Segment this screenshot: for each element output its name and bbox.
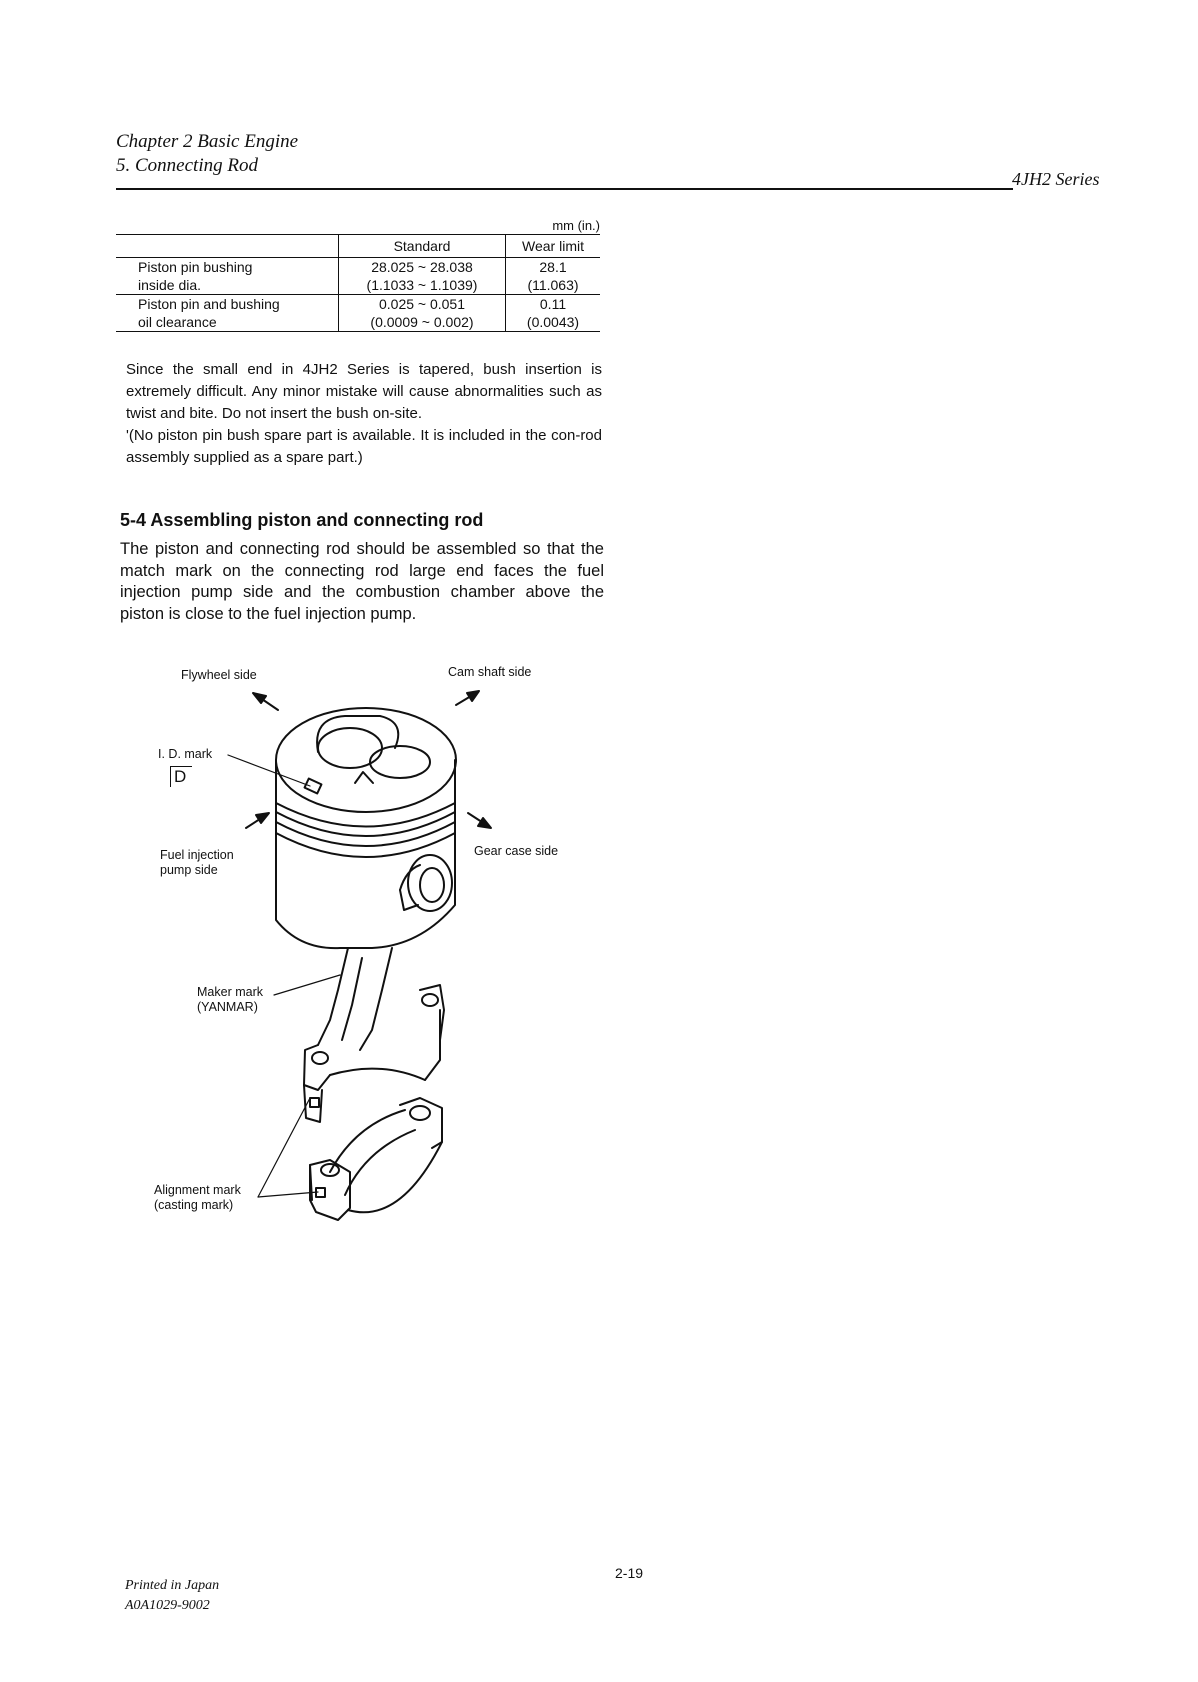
table-cell-standard: 0.025 ~ 0.051 (339, 295, 506, 314)
table-unit: mm (in.) (552, 218, 600, 233)
section-body: The piston and connecting rod should be assembled so that the match mark on the connecting rod large end faces the fuel injection pump side and the combustion chamber above the piston is close to the fuel injection pump. (120, 540, 604, 623)
section-subtitle: 5. Connecting Rod (116, 155, 258, 176)
connecting-rod-shape (304, 948, 444, 1122)
table-cell-standard: (0.0009 ~ 0.002) (339, 313, 506, 332)
id-mark-label: I. D. mark (158, 747, 213, 761)
table-cell-limit: 0.11 (539, 296, 567, 312)
alignment-mark-label-line: Alignment mark (154, 1183, 241, 1197)
table-cell-standard: 28.025 ~ 28.038 (339, 258, 506, 277)
cam-shaft-side-label: Cam shaft side (448, 665, 532, 679)
footer-code: A0A1029-9002 (125, 1598, 210, 1613)
id-mark-symbol: D (170, 766, 192, 787)
flywheel-side-label: Flywheel side (181, 668, 257, 682)
table-cell-item: Piston pin and bushing (116, 295, 339, 314)
maker-mark-label-line: (YANMAR) (197, 1000, 258, 1014)
page-number: 2-19 (615, 1565, 644, 1581)
gear-case-side-label: Gear case side (474, 844, 559, 858)
alignment-mark-label-line: (casting mark) (154, 1198, 234, 1212)
arrow-camshaft-icon (456, 691, 479, 705)
chapter-title: Chapter 2 Basic Engine (116, 131, 299, 152)
arrow-gear-case-icon (468, 813, 491, 828)
maker-mark-label-line: Maker mark (197, 985, 263, 999)
table-header-standard: Standard (339, 235, 506, 258)
table-cell-item: oil clearance (116, 313, 339, 332)
note-paragraph: '(No piston pin bush spare part is available. It is included in the con-rod assembly supplied as a spare part.) (126, 427, 602, 466)
fuel-injection-label-line: pump side (160, 863, 218, 877)
arrow-flywheel-icon (253, 693, 278, 710)
section-title: 5-4 Assembling piston and connecting rod (120, 510, 484, 530)
footer-printed: Printed in Japan (125, 1578, 220, 1593)
series-label: 4JH2 Series (1012, 169, 1100, 189)
table-cell-item: inside dia. (116, 276, 339, 295)
footer-print-info (125, 1576, 219, 1616)
table-cell-standard: (1.1033 ~ 1.1039) (339, 276, 506, 295)
table-cell-limit: (11.063) (506, 276, 601, 295)
note-paragraph: Since the small end in 4JH2 Series is tapered, bush insertion is extremely difficult. Any minor mistake will cause abnormalities such as twist and bite. Do not insert the bush on-site. (126, 361, 602, 422)
piston-shape (276, 708, 456, 948)
table-cell-limit: 28.1 (539, 259, 567, 275)
fuel-injection-label-line: Fuel injection (160, 848, 234, 862)
table-cell-limit: (0.0043) (506, 313, 601, 332)
bearing-cap-shape (310, 1098, 442, 1220)
table-header-wear-limit: Wear limit (506, 235, 601, 258)
table-cell-item: Piston pin bushing (116, 258, 339, 277)
arrow-fuel-injection-icon (246, 813, 269, 828)
